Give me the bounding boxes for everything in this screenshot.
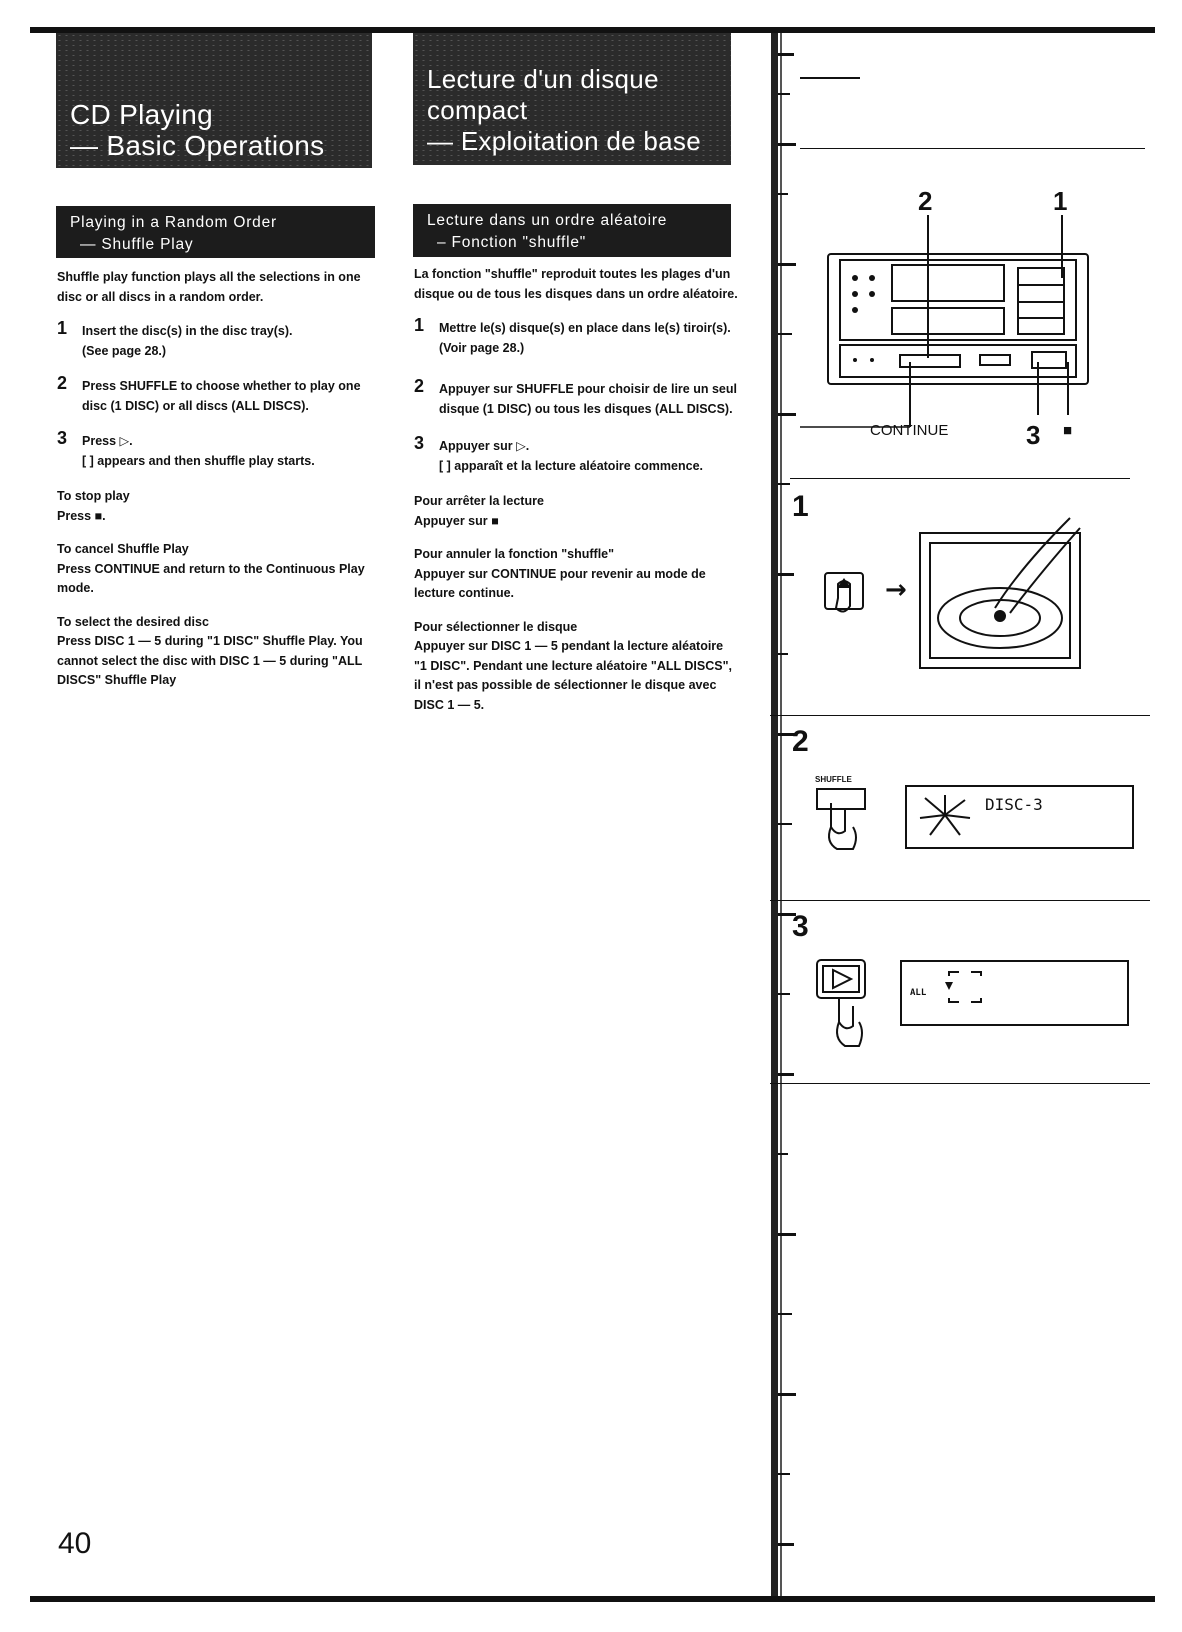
note-title: Pour sélectionner le disque xyxy=(414,619,578,634)
note-body: Press DISC 1 — 5 during "1 DISC" Shuffle Play. You cannot select the disc with DISC 1 — 5 during "ALL DISCS" Shuffle Play xyxy=(57,634,363,687)
note-body: Appuyer sur DISC 1 — 5 pendant la lecture aléatoire "1 DISC". Pendant une lecture aléatoire "ALL DISCS", il n'est pas possible de sélectionner le disque avec DISC 1 — 5. xyxy=(414,639,732,712)
shuffle-indicator-icon xyxy=(945,968,985,1008)
header-english xyxy=(56,33,372,168)
section-fr-line1: Lecture dans un ordre aléatoire xyxy=(427,212,668,229)
divider xyxy=(790,478,1130,479)
note-body: Appuyer sur ■ xyxy=(414,513,499,528)
callout-2: 2 xyxy=(918,186,933,216)
french-column xyxy=(414,265,738,715)
divider xyxy=(770,1083,1150,1084)
header-fr-line2: compact xyxy=(427,95,528,125)
display-panel xyxy=(900,960,1129,1026)
cd-player-diagram xyxy=(770,190,1150,450)
section-en-line2: — Shuffle Play xyxy=(80,236,194,253)
step-text: Mettre le(s) disque(s) en place dans le(s) tiroir(s). (Voir page 28.) xyxy=(439,321,731,355)
top-right-line xyxy=(800,77,860,79)
callout-3: 3 xyxy=(1026,420,1041,450)
note-body: Press ■. xyxy=(57,508,106,523)
note-select xyxy=(57,613,379,691)
step-number: 1 xyxy=(414,315,425,335)
illustration-step-1 xyxy=(770,490,1150,690)
header-fr-line1: Lecture d'un disque xyxy=(427,64,659,94)
divider xyxy=(770,715,1150,716)
section-fr-line2: – Fonction "shuffle" xyxy=(437,234,587,251)
top-right-line xyxy=(800,148,1145,149)
note-cancel xyxy=(57,540,379,599)
header-fr-line3: — Exploitation de base xyxy=(427,126,701,156)
step-number: 3 xyxy=(414,433,425,453)
panel-number: 1 xyxy=(792,490,809,523)
step-text: Appuyer sur ▷. xyxy=(439,439,530,453)
step-number: 2 xyxy=(414,376,425,396)
header-en-line2: — Basic Operations xyxy=(70,130,325,161)
play-button-illustration xyxy=(815,958,885,1058)
bottom-rule xyxy=(30,1596,1155,1602)
intro-text: La fonction "shuffle" reproduit toutes les plages d'un disque ou de tous les disques dans un ordre aléatoire. xyxy=(414,267,738,301)
page-number: 40 xyxy=(58,1527,92,1560)
note-title: Pour arrêter la lecture xyxy=(414,494,544,508)
note-body: Appuyer sur CONTINUE pour revenir au mode de lecture continue. xyxy=(414,566,706,600)
header-french xyxy=(413,33,731,165)
note-cancel xyxy=(414,545,738,604)
section-en-line1: Playing in a Random Order xyxy=(70,214,277,231)
continue-label: CONTINUE xyxy=(870,422,949,439)
note-title: To select the desired disc xyxy=(57,614,209,629)
step-text: Press SHUFFLE to choose whether to play one disc (1 DISC) or all discs (ALL DISCS). xyxy=(82,379,361,413)
note-stop xyxy=(414,492,738,531)
step-text: Appuyer sur SHUFFLE pour choisir de lire un seul disque (1 DISC) ou tous les disques (ALL DISCS). xyxy=(439,382,737,416)
callout-1: 1 xyxy=(1053,186,1068,216)
display-mode-text: ALL xyxy=(910,988,927,998)
step-text: Press ▷. xyxy=(82,434,133,448)
step-3 xyxy=(414,433,738,476)
note-body: Press CONTINUE and return to the Continuous Play mode. xyxy=(57,561,365,595)
step-3 xyxy=(57,428,379,471)
panel-number: 3 xyxy=(792,910,809,943)
panel-number: 2 xyxy=(792,725,809,758)
intro-text: Shuffle play function plays all the selections in one disc or all discs in a random order. xyxy=(57,270,361,304)
shuffle-button-illustration xyxy=(815,787,875,867)
step-1 xyxy=(57,318,379,361)
stop-symbol: ■ xyxy=(1063,422,1073,439)
header-en-line1: CD Playing xyxy=(70,99,214,130)
step-text: Insert the disc(s) in the disc tray(s). xyxy=(82,324,293,338)
display-text: DISC-3 xyxy=(985,795,1043,814)
section-title-english xyxy=(56,206,375,258)
step-2 xyxy=(57,373,379,416)
note-stop xyxy=(57,487,379,526)
step-subtext: [ ] appears and then shuffle play starts. xyxy=(82,453,315,468)
english-column xyxy=(57,268,379,691)
note-title: To stop play xyxy=(57,489,130,503)
flashing-indicator-icon xyxy=(910,790,980,840)
note-title: Pour annuler la fonction "shuffle" xyxy=(414,547,615,561)
section-title-french xyxy=(413,204,731,257)
note-title: To cancel Shuffle Play xyxy=(57,542,189,556)
illustration-step-3 xyxy=(770,910,1150,1070)
step-2 xyxy=(414,376,738,419)
note-select xyxy=(414,618,738,716)
step-1 xyxy=(414,315,738,358)
step-number: 2 xyxy=(57,373,68,393)
shuffle-button-label: SHUFFLE xyxy=(815,775,852,784)
disc-tray-illustration xyxy=(780,498,1140,678)
illustration-step-2 xyxy=(770,725,1150,875)
svg-text:→: → xyxy=(885,575,907,605)
divider xyxy=(770,900,1150,901)
step-subtext: [ ] apparaît et la lecture aléatoire commence. xyxy=(439,458,703,473)
play-indicator xyxy=(945,982,953,990)
step-subtext: (See page 28.) xyxy=(82,343,167,358)
step-number: 1 xyxy=(57,318,68,338)
step-number: 3 xyxy=(57,428,68,448)
